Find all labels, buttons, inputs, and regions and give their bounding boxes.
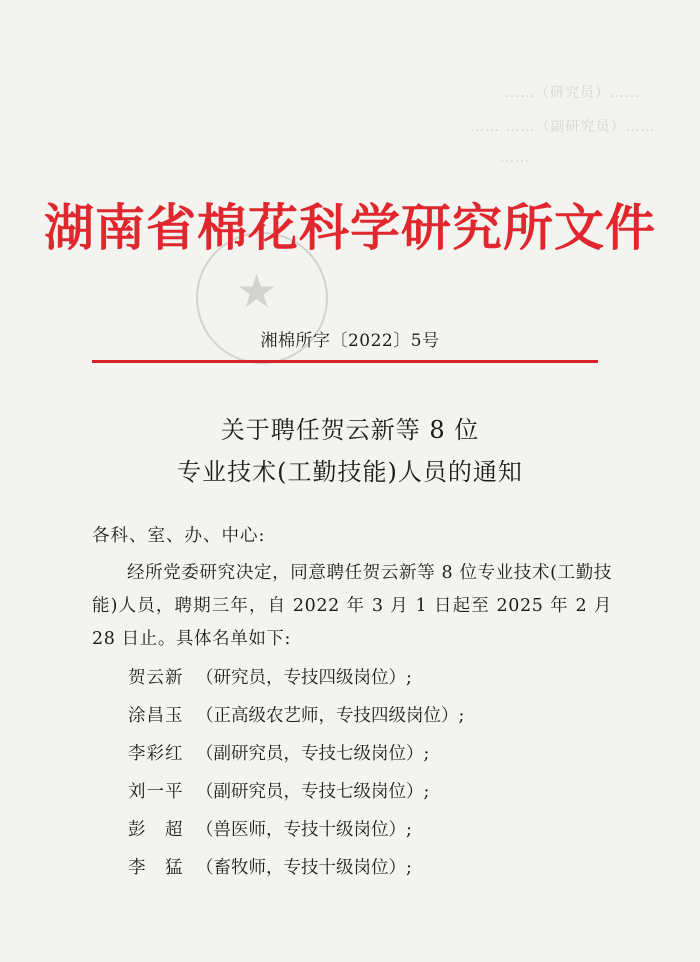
red-divider	[92, 360, 598, 363]
person-detail: （兽医师，专技十级岗位）;	[196, 820, 412, 840]
organization-title: 湖南省棉花科学研究所文件	[44, 199, 656, 257]
person-detail: （正高级农艺师，专技四级岗位）;	[196, 706, 465, 726]
list-item	[128, 778, 464, 816]
person-detail: （研究员，专技四级岗位）;	[196, 668, 412, 688]
bleed-through-text: ……（研究员）……	[505, 85, 640, 101]
notice-title-line-1: 关于聘任贺云新等 8 位	[220, 416, 480, 444]
bleed-through-text: …… ……（副研究员）……	[470, 119, 656, 135]
person-name: 刘一平	[128, 782, 184, 802]
person-name: 贺云新	[128, 668, 184, 688]
notice-title-line-2: 专业技术(工勤技能)人员的通知	[177, 458, 523, 486]
person-detail: （畜牧师，专技十级岗位）;	[196, 858, 412, 878]
list-item	[128, 702, 464, 740]
person-name: 彭 超	[128, 820, 184, 840]
bleed-through-text: ……	[500, 150, 530, 166]
list-item	[128, 816, 464, 854]
body-paragraph: 经所党委研究决定，同意聘任贺云新等 8 位专业技术(工勤技能)人员，聘期三年，自 2022 年 3 月 1 日起至 2025 年 2 月 28 日止。具体名单如下:	[92, 563, 612, 649]
person-name: 李 猛	[128, 858, 184, 878]
list-item	[128, 664, 464, 702]
list-item	[128, 854, 464, 892]
person-name: 涂昌玉	[128, 706, 184, 726]
list-item	[128, 740, 464, 778]
person-detail: （副研究员，专技七级岗位）;	[196, 744, 430, 764]
salutation: 各科、室、办、中心:	[92, 526, 266, 546]
star-icon: ★	[236, 264, 278, 318]
appointee-list	[128, 664, 464, 892]
document-number: 湘棉所字〔2022〕5号	[260, 331, 440, 351]
person-name: 李彩红	[128, 744, 184, 764]
person-detail: （副研究员，专技七级岗位）;	[196, 782, 430, 802]
